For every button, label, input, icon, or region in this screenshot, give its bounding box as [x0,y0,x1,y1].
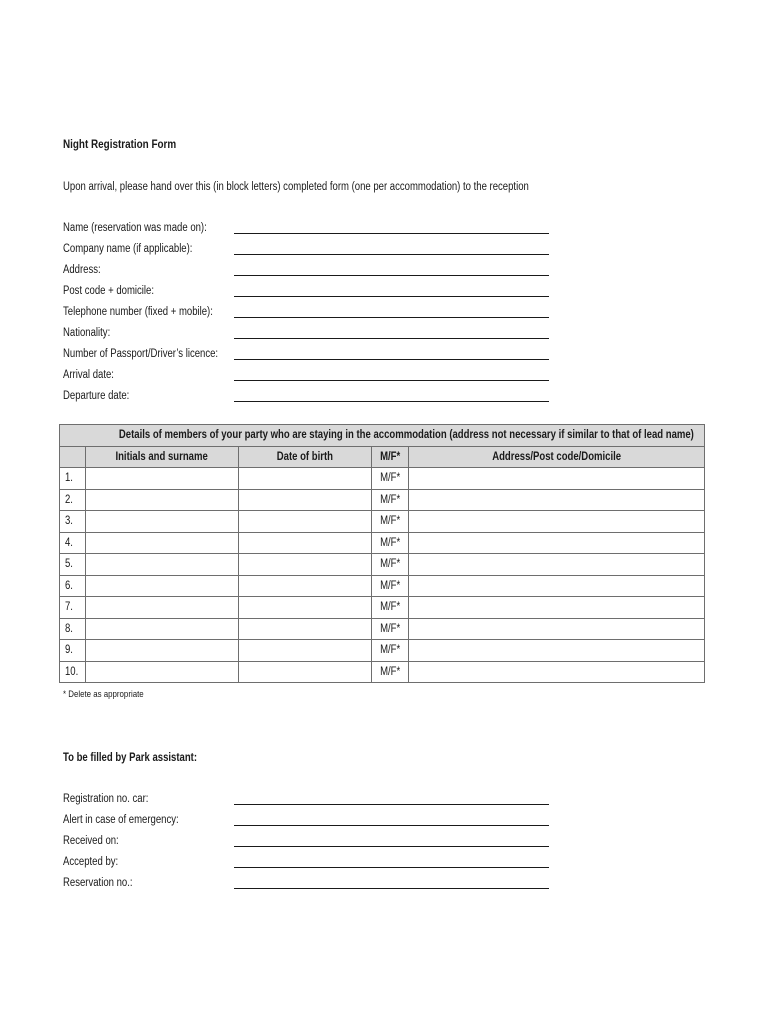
field-blank-line[interactable] [234,401,549,402]
table-row [60,597,705,619]
row-number: 6. [60,575,86,597]
table-row [60,532,705,554]
field-blank-line[interactable] [234,233,549,234]
field-label: Address: [63,264,101,276]
table-row [60,489,705,511]
row-number: 2. [60,489,86,511]
field-label: Telephone number (fixed + mobile): [63,306,213,318]
field-row-accepted-by [63,854,553,875]
field-row-received-on [63,833,553,854]
dob-cell[interactable] [239,532,372,554]
column-header-dob: Date of birth [239,446,372,468]
field-blank-line[interactable] [234,296,549,297]
field-blank-line[interactable] [234,359,549,360]
dob-cell[interactable] [239,597,372,619]
table-caption-row [60,425,705,447]
gender-cell[interactable]: M/F* [372,597,409,619]
name-cell[interactable] [86,661,239,683]
dob-cell[interactable] [239,468,372,490]
address-cell[interactable] [409,640,705,662]
dob-cell[interactable] [239,618,372,640]
field-row-telephone [63,304,553,325]
name-cell[interactable] [86,618,239,640]
address-cell[interactable] [409,511,705,533]
field-label: Company name (if applicable): [63,243,193,255]
field-label: Reservation no.: [63,877,133,889]
gender-cell[interactable]: M/F* [372,489,409,511]
row-number: 5. [60,554,86,576]
field-row-name [63,220,553,241]
field-row-emergency-alert [63,812,553,833]
field-blank-line[interactable] [234,317,549,318]
row-number: 3. [60,511,86,533]
field-blank-line[interactable] [234,846,549,847]
field-label: Received on: [63,835,119,847]
address-cell[interactable] [409,489,705,511]
gender-cell[interactable]: M/F* [372,640,409,662]
address-cell[interactable] [409,661,705,683]
gender-cell[interactable]: M/F* [372,661,409,683]
field-label: Accepted by: [63,856,119,868]
dob-cell[interactable] [239,640,372,662]
name-cell[interactable] [86,640,239,662]
table-row [60,511,705,533]
field-blank-line[interactable] [234,867,549,868]
name-cell[interactable] [86,575,239,597]
table-row [60,468,705,490]
column-header-gender: M/F* [372,446,409,468]
column-header-name: Initials and surname [86,446,239,468]
field-label: Departure date: [63,390,130,402]
gender-cell[interactable]: M/F* [372,554,409,576]
name-cell[interactable] [86,489,239,511]
field-row-arrival [63,367,553,388]
field-label: Arrival date: [63,369,114,381]
table-row [60,554,705,576]
field-blank-line[interactable] [234,275,549,276]
guest-field-list [63,220,553,409]
row-number: 8. [60,618,86,640]
column-header-number [60,446,86,468]
gender-cell[interactable]: M/F* [372,575,409,597]
name-cell[interactable] [86,597,239,619]
field-row-company [63,241,553,262]
field-row-reservation-no [63,875,553,896]
table-header-row [60,446,705,468]
assistant-field-list [63,791,553,896]
party-members-table [59,424,705,683]
address-cell[interactable] [409,554,705,576]
gender-cell[interactable]: M/F* [372,468,409,490]
field-blank-line[interactable] [234,380,549,381]
assistant-section-title: To be filled by Park assistant: [63,752,198,764]
table-row [60,575,705,597]
field-label: Alert in case of emergency: [63,814,179,826]
address-cell[interactable] [409,597,705,619]
field-label: Post code + domicile: [63,285,155,297]
row-number: 4. [60,532,86,554]
table-row [60,640,705,662]
column-header-address: Address/Post code/Domicile [409,446,705,468]
row-number: 9. [60,640,86,662]
field-label: Name (reservation was made on): [63,222,207,234]
name-cell[interactable] [86,468,239,490]
field-label: Registration no. car: [63,793,149,805]
name-cell[interactable] [86,554,239,576]
field-blank-line[interactable] [234,254,549,255]
field-row-address [63,262,553,283]
form-intro: Upon arrival, please hand over this (in block letters) completed form (one per accommodation) to the reception [63,181,529,193]
field-label: Nationality: [63,327,111,339]
name-cell[interactable] [86,532,239,554]
name-cell[interactable] [86,511,239,533]
address-cell[interactable] [409,468,705,490]
field-row-passport [63,346,553,367]
dob-cell[interactable] [239,554,372,576]
table-caption: Details of members of your party who are staying in the accommodation (address not necessary if similar to that of lead name) [60,425,705,447]
dob-cell[interactable] [239,511,372,533]
field-row-postcode [63,283,553,304]
row-number: 7. [60,597,86,619]
address-cell[interactable] [409,618,705,640]
dob-cell[interactable] [239,489,372,511]
field-blank-line[interactable] [234,888,549,889]
gender-cell[interactable]: M/F* [372,511,409,533]
field-row-nationality [63,325,553,346]
field-blank-line[interactable] [234,338,549,339]
gender-cell[interactable]: M/F* [372,532,409,554]
field-blank-line[interactable] [234,804,549,805]
row-number: 10. [60,661,86,683]
field-label: Number of Passport/Driver’s licence: [63,348,219,360]
dob-cell[interactable] [239,661,372,683]
gender-cell[interactable]: M/F* [372,618,409,640]
field-blank-line[interactable] [234,825,549,826]
row-number: 1. [60,468,86,490]
field-row-car-registration [63,791,553,812]
table-row [60,618,705,640]
address-cell[interactable] [409,575,705,597]
table-row [60,661,705,683]
field-row-departure [63,388,553,409]
dob-cell[interactable] [239,575,372,597]
address-cell[interactable] [409,532,705,554]
table-footnote: * Delete as appropriate [63,689,144,700]
form-title: Night Registration Form [63,139,177,151]
